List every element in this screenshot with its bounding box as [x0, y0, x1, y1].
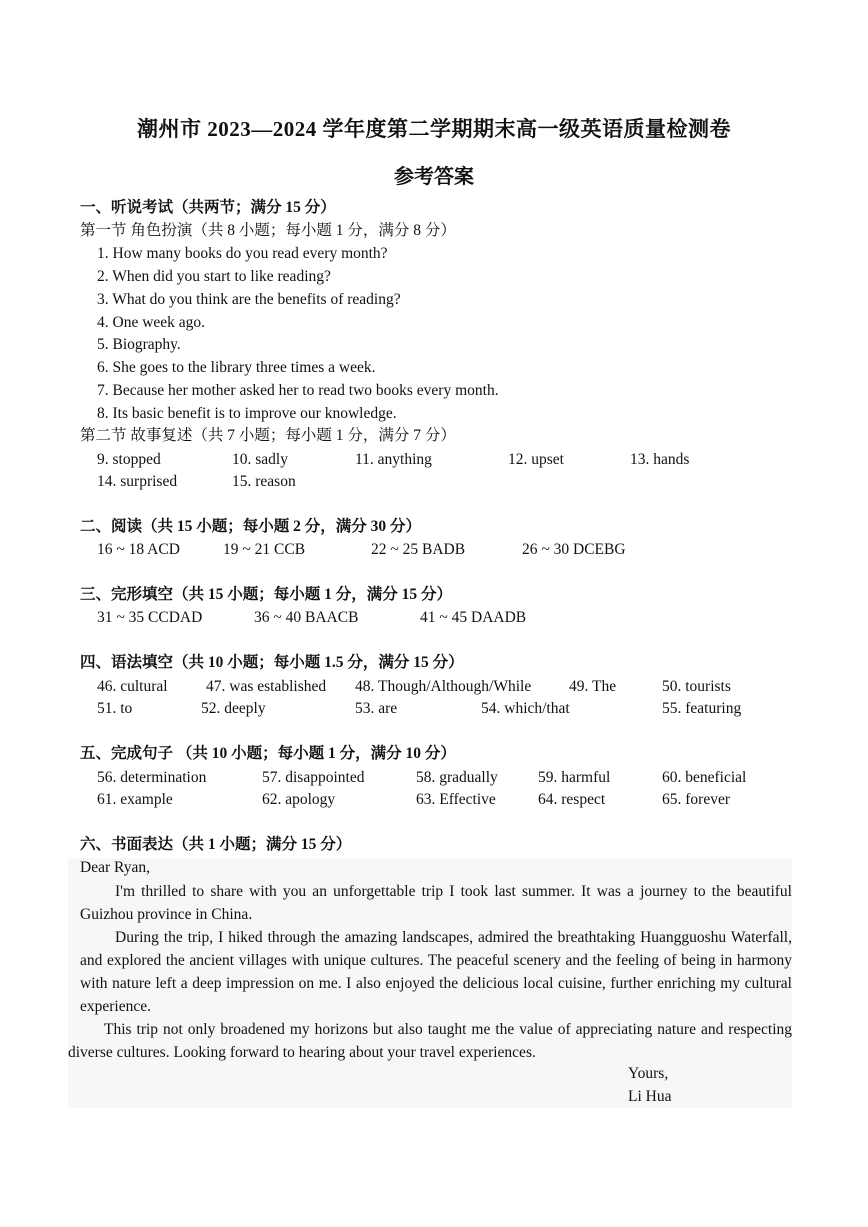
answer-item: 2. When did you start to like reading? [97, 268, 331, 285]
letter-closing: Yours, [628, 1065, 669, 1082]
section-2-heading: 二、阅读（共 15 小题；每小题 2 分，满分 30 分） [80, 518, 422, 535]
answer-cell: 10. sadly [232, 451, 288, 468]
answer-cell: 22 ~ 25 BADB [371, 541, 466, 558]
answer-item: 6. She goes to the library three times a week. [97, 359, 376, 376]
answer-cell: 15. reason [232, 473, 296, 490]
answer-cell: 58. gradually [416, 769, 498, 786]
answer-cell: 19 ~ 21 CCB [223, 541, 306, 558]
answer-cell: 48. Though/Although/While [355, 678, 532, 695]
answer-item: 3. What do you think are the benefits of reading? [97, 291, 401, 308]
section-4-heading: 四、语法填空（共 10 小题；每小题 1.5 分，满分 15 分） [80, 654, 464, 671]
answer-cell: 47. was established [206, 678, 327, 695]
answer-cell: 59. harmful [538, 769, 611, 786]
answer-cell: 64. respect [538, 791, 606, 808]
answer-cell: 36 ~ 40 BAACB [254, 609, 359, 626]
answer-cell: 14. surprised [97, 473, 178, 490]
answer-cell: 61. example [97, 791, 173, 808]
letter-paragraph: This trip not only broadened my horizons but also taught me the value of appreciating nature and respecting diverse cultures. Looking forward to hearing about your travel experiences. [68, 1021, 792, 1061]
section-1-heading: 一、听说考试（共两节；满分 15 分） [80, 199, 336, 216]
answer-item: 1. How many books do you read every month? [97, 245, 388, 262]
answer-cell: 54. which/that [481, 700, 570, 717]
letter-greeting: Dear Ryan, [80, 859, 150, 876]
answer-cell: 41 ~ 45 DAADB [420, 609, 527, 626]
answer-cell: 53. are [355, 700, 398, 717]
answer-cell: 60. beneficial [662, 769, 747, 786]
section-3-heading: 三、完形填空（共 15 小题；每小题 1 分，满分 15 分） [80, 586, 453, 603]
answer-cell: 63. Effective [416, 791, 496, 808]
section-1-part-2-heading: 第二节 故事复述（共 7 小题；每小题 1 分，满分 7 分） [80, 427, 456, 444]
letter-signature: Li Hua [628, 1088, 672, 1105]
answer-cell: 11. anything [355, 451, 432, 468]
document-title: 潮州市 2023—2024 学年度第二学期期末高一级英语质量检测卷 [137, 117, 731, 141]
answer-cell: 26 ~ 30 DCEBG [522, 541, 626, 558]
answer-item: 7. Because her mother asked her to read two books every month. [97, 382, 499, 399]
letter-paragraph: During the trip, I hiked through the amazing landscapes, admired the breathtaking Huangguoshu Waterfall, and explored the ancient villages with unique cultures. The peaceful scenery and the feeling of being in harmony with nature left a deep impression on me. I also enjoyed the delicious local cuisine, further enriching my cultural experience. [80, 929, 792, 1015]
answer-cell: 46. cultural [97, 678, 168, 695]
answer-cell: 50. tourists [662, 678, 731, 695]
answer-cell: 56. determination [97, 769, 207, 786]
section-5-heading: 五、完成句子 （共 10 小题；每小题 1 分，满分 10 分） [80, 745, 456, 762]
answer-cell: 52. deeply [201, 700, 266, 717]
answer-cell: 65. forever [662, 791, 730, 808]
letter-paragraph: I'm thrilled to share with you an unforgettable trip I took last summer. It was a journey to the beautiful Guizhou province in China. [80, 883, 792, 923]
section-1-part-1-heading: 第一节 角色扮演（共 8 小题；每小题 1 分，满分 8 分） [80, 222, 456, 239]
answer-cell: 55. featuring [662, 700, 742, 717]
answer-cell: 13. hands [630, 451, 690, 468]
answer-cell: 31 ~ 35 CCDAD [97, 609, 203, 626]
answer-item: 5. Biography. [97, 336, 181, 353]
answer-cell: 12. upset [508, 451, 564, 468]
answer-cell: 57. disappointed [262, 769, 365, 786]
answer-cell: 49. The [569, 678, 617, 695]
answer-cell: 16 ~ 18 ACD [97, 541, 180, 558]
answer-item: 8. Its basic benefit is to improve our knowledge. [97, 405, 397, 422]
answer-cell: 62. apology [262, 791, 336, 808]
answer-cell: 51. to [97, 700, 133, 717]
answer-cell: 9. stopped [97, 451, 161, 468]
document-subtitle: 参考答案 [394, 166, 474, 188]
answer-item: 4. One week ago. [97, 314, 206, 331]
section-6-heading: 六、书面表达（共 1 小题；满分 15 分） [80, 836, 352, 853]
